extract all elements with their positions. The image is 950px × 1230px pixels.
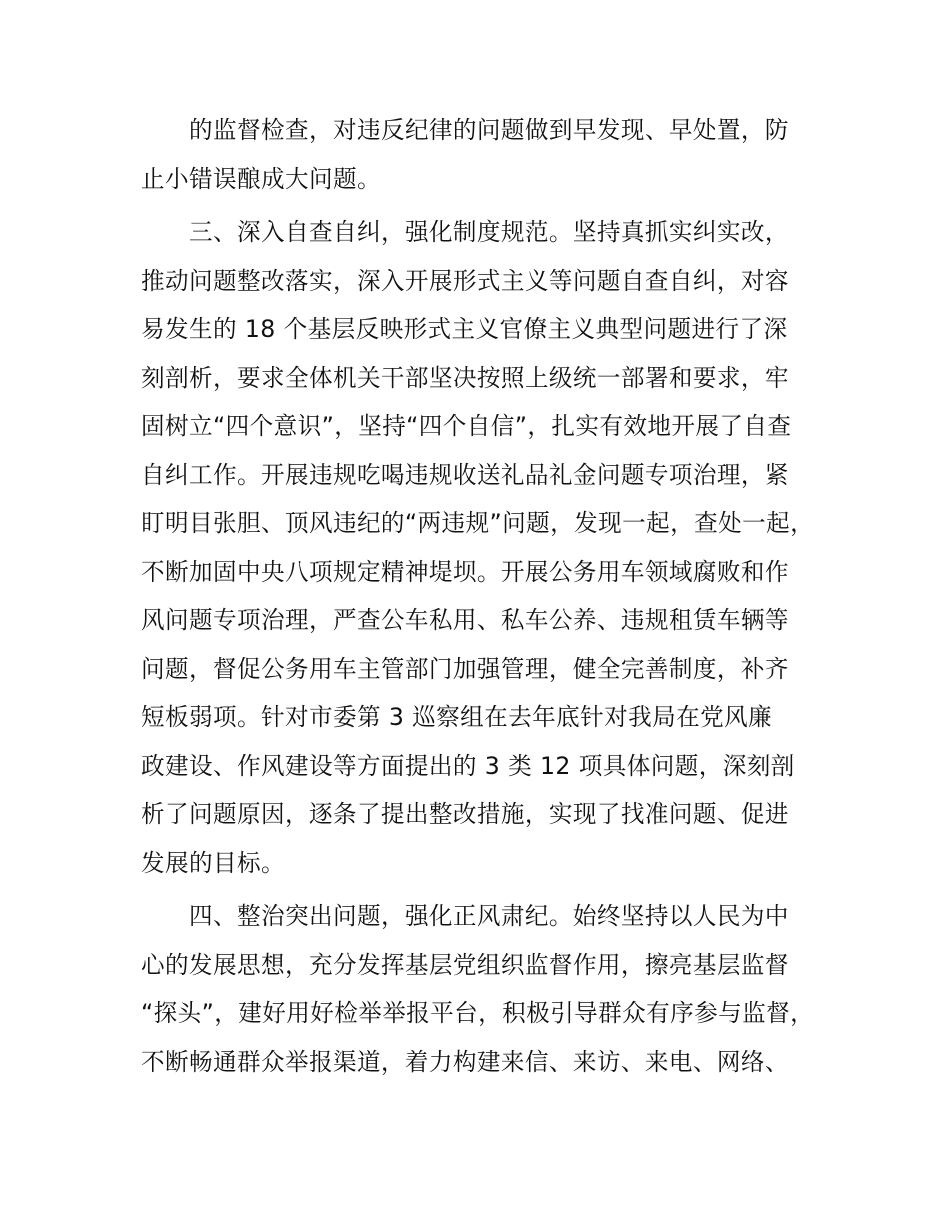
text-line: 发展的目标。 [141, 848, 285, 877]
text-line: 刻剖析，要求全体机关干部坚决按照上级统一部署和要求，牢 [141, 363, 789, 392]
paragraph-section-3 [141, 208, 813, 887]
text-line: 推动问题整改落实，深入开展形式主义等问题自查自纠，对容 [141, 266, 789, 295]
text-line: 止小错误酿成大问题。 [141, 164, 381, 193]
paragraph-section-4 [141, 892, 813, 1086]
text-line: 不断加固中央八项规定精神堤坝。开展公务用车领域腐败和作 [141, 557, 789, 586]
text-line: 短板弱项。针对市委第 3 巡察组在去年底针对我局在党风廉 [141, 703, 773, 731]
section-heading-line: 三、深入自查自纠，强化制度规范。坚持真抓实纠实改， [189, 218, 789, 246]
text-line: 问题，督促公务用车主管部门加强管理，健全完善制度，补齐 [141, 654, 789, 683]
text-line: 的监督检查，对违反纪律的问题做到早发现、早处置，防 [189, 116, 789, 144]
document-page [141, 106, 813, 1091]
text-line: 盯明目张胆、顶风违纪的“两违规”问题，发现一起，查处一起， [141, 509, 815, 537]
text-line: 风问题专项治理，严查公车私用、私车公养、违规租赁车辆等 [141, 606, 789, 634]
text-line: 固树立“四个意识”，坚持“四个自信”，扎实有效地开展了自查 [141, 412, 792, 440]
paragraph-continuation [141, 106, 813, 203]
text-line: 政建设、作风建设等方面提出的 3 类 12 项具体问题，深刻剖 [141, 751, 795, 780]
text-line: “探头”，建好用好检举举报平台，积极引导群众有序参与监督， [141, 999, 815, 1027]
text-line: 自纠工作。开展违规吃喝违规收送礼品礼金问题专项治理，紧 [141, 460, 789, 489]
text-line: 心的发展思想，充分发挥基层党组织监督作用，擦亮基层监督 [141, 950, 789, 979]
text-line: 不断畅通群众举报渠道，着力构建来信、来访、来电、网络、 [141, 1047, 789, 1076]
section-heading-line: 四、整治突出问题，强化正风肃纪。始终坚持以人民为中 [189, 902, 789, 930]
text-line: 析了问题原因，逐条了提出整改措施，实现了找准问题、促进 [141, 800, 789, 828]
text-line: 易发生的 18 个基层反映形式主义官僚主义典型问题进行了深 [141, 315, 788, 343]
